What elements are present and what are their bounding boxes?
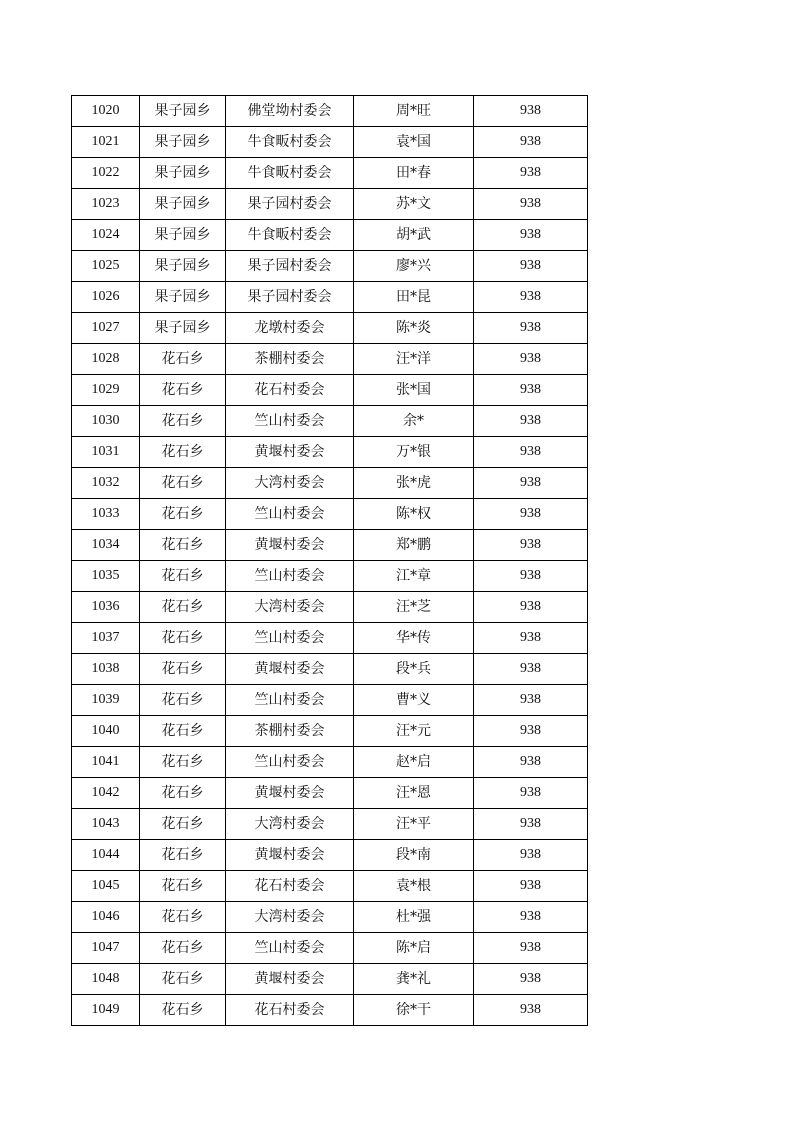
table-row [72, 406, 588, 437]
name-cell: 汪*元 [354, 716, 474, 747]
village-committee-cell: 大湾村委会 [226, 809, 354, 840]
table-row [72, 778, 588, 809]
village-committee-cell: 龙墩村委会 [226, 313, 354, 344]
table-row [72, 902, 588, 933]
name-cell: 汪*平 [354, 809, 474, 840]
amount-cell: 938 [474, 344, 588, 375]
amount-cell: 938 [474, 468, 588, 499]
township-cell: 花石乡 [140, 592, 226, 623]
township-cell: 花石乡 [140, 499, 226, 530]
amount-cell: 938 [474, 127, 588, 158]
table-row [72, 127, 588, 158]
row-number-cell: 1028 [72, 344, 140, 375]
township-cell: 花石乡 [140, 468, 226, 499]
village-committee-cell: 竺山村委会 [226, 685, 354, 716]
township-cell: 花石乡 [140, 623, 226, 654]
table-row [72, 251, 588, 282]
row-number-cell: 1032 [72, 468, 140, 499]
table-row [72, 840, 588, 871]
village-committee-cell: 黄堰村委会 [226, 778, 354, 809]
amount-cell: 938 [474, 778, 588, 809]
township-cell: 果子园乡 [140, 189, 226, 220]
row-number-cell: 1048 [72, 964, 140, 995]
name-cell: 龚*礼 [354, 964, 474, 995]
amount-cell: 938 [474, 96, 588, 127]
row-number-cell: 1037 [72, 623, 140, 654]
village-committee-cell: 大湾村委会 [226, 468, 354, 499]
name-cell: 陈*权 [354, 499, 474, 530]
township-cell: 花石乡 [140, 437, 226, 468]
table-row [72, 995, 588, 1026]
village-committee-cell: 果子园村委会 [226, 282, 354, 313]
name-cell: 廖*兴 [354, 251, 474, 282]
amount-cell: 938 [474, 592, 588, 623]
township-cell: 花石乡 [140, 530, 226, 561]
township-cell: 花石乡 [140, 685, 226, 716]
township-cell: 花石乡 [140, 344, 226, 375]
village-committee-cell: 黄堰村委会 [226, 654, 354, 685]
row-number-cell: 1033 [72, 499, 140, 530]
row-number-cell: 1027 [72, 313, 140, 344]
row-number-cell: 1039 [72, 685, 140, 716]
township-cell: 花石乡 [140, 840, 226, 871]
row-number-cell: 1046 [72, 902, 140, 933]
village-committee-cell: 牛食畈村委会 [226, 127, 354, 158]
township-cell: 花石乡 [140, 778, 226, 809]
amount-cell: 938 [474, 530, 588, 561]
row-number-cell: 1042 [72, 778, 140, 809]
row-number-cell: 1035 [72, 561, 140, 592]
name-cell: 华*传 [354, 623, 474, 654]
amount-cell: 938 [474, 437, 588, 468]
village-committee-cell: 黄堰村委会 [226, 437, 354, 468]
village-committee-cell: 竺山村委会 [226, 499, 354, 530]
township-cell: 花石乡 [140, 716, 226, 747]
table-row [72, 871, 588, 902]
row-number-cell: 1038 [72, 654, 140, 685]
township-cell: 花石乡 [140, 933, 226, 964]
row-number-cell: 1022 [72, 158, 140, 189]
amount-cell: 938 [474, 871, 588, 902]
table-row [72, 561, 588, 592]
amount-cell: 938 [474, 375, 588, 406]
township-cell: 花石乡 [140, 902, 226, 933]
row-number-cell: 1041 [72, 747, 140, 778]
row-number-cell: 1023 [72, 189, 140, 220]
township-cell: 果子园乡 [140, 127, 226, 158]
village-committee-cell: 花石村委会 [226, 995, 354, 1026]
name-cell: 陈*炎 [354, 313, 474, 344]
township-cell: 花石乡 [140, 871, 226, 902]
table-row [72, 592, 588, 623]
name-cell: 汪*恩 [354, 778, 474, 809]
row-number-cell: 1029 [72, 375, 140, 406]
village-committee-cell: 黄堰村委会 [226, 530, 354, 561]
village-committee-cell: 牛食畈村委会 [226, 158, 354, 189]
village-committee-cell: 茶棚村委会 [226, 716, 354, 747]
row-number-cell: 1030 [72, 406, 140, 437]
village-committee-cell: 茶棚村委会 [226, 344, 354, 375]
township-cell: 花石乡 [140, 995, 226, 1026]
table-row [72, 716, 588, 747]
village-committee-cell: 黄堰村委会 [226, 964, 354, 995]
township-cell: 果子园乡 [140, 282, 226, 313]
name-cell: 万*银 [354, 437, 474, 468]
table-row [72, 530, 588, 561]
amount-cell: 938 [474, 933, 588, 964]
township-cell: 花石乡 [140, 964, 226, 995]
name-cell: 江*章 [354, 561, 474, 592]
table-row [72, 654, 588, 685]
table-row [72, 809, 588, 840]
name-cell: 苏*文 [354, 189, 474, 220]
township-cell: 果子园乡 [140, 251, 226, 282]
township-cell: 花石乡 [140, 809, 226, 840]
row-number-cell: 1024 [72, 220, 140, 251]
township-cell: 果子园乡 [140, 158, 226, 189]
amount-cell: 938 [474, 902, 588, 933]
row-number-cell: 1049 [72, 995, 140, 1026]
township-cell: 果子园乡 [140, 313, 226, 344]
township-cell: 花石乡 [140, 561, 226, 592]
township-cell: 果子园乡 [140, 220, 226, 251]
village-committee-cell: 花石村委会 [226, 375, 354, 406]
name-cell: 周*旺 [354, 96, 474, 127]
name-cell: 田*春 [354, 158, 474, 189]
amount-cell: 938 [474, 313, 588, 344]
amount-cell: 938 [474, 623, 588, 654]
amount-cell: 938 [474, 840, 588, 871]
amount-cell: 938 [474, 406, 588, 437]
township-cell: 花石乡 [140, 747, 226, 778]
amount-cell: 938 [474, 654, 588, 685]
table-row [72, 623, 588, 654]
amount-cell: 938 [474, 964, 588, 995]
name-cell: 徐*干 [354, 995, 474, 1026]
village-committee-cell: 竺山村委会 [226, 933, 354, 964]
name-cell: 杜*强 [354, 902, 474, 933]
table-row [72, 685, 588, 716]
name-cell: 袁*国 [354, 127, 474, 158]
amount-cell: 938 [474, 747, 588, 778]
village-committee-cell: 竺山村委会 [226, 561, 354, 592]
table-row [72, 933, 588, 964]
village-committee-cell: 牛食畈村委会 [226, 220, 354, 251]
township-cell: 花石乡 [140, 654, 226, 685]
row-number-cell: 1031 [72, 437, 140, 468]
row-number-cell: 1034 [72, 530, 140, 561]
table-row [72, 158, 588, 189]
village-committee-cell: 黄堰村委会 [226, 840, 354, 871]
row-number-cell: 1026 [72, 282, 140, 313]
table-row [72, 220, 588, 251]
data-table [71, 95, 588, 1026]
table-row [72, 747, 588, 778]
name-cell: 段*兵 [354, 654, 474, 685]
name-cell: 段*南 [354, 840, 474, 871]
row-number-cell: 1044 [72, 840, 140, 871]
amount-cell: 938 [474, 995, 588, 1026]
name-cell: 曹*义 [354, 685, 474, 716]
table-row [72, 499, 588, 530]
village-committee-cell: 竺山村委会 [226, 747, 354, 778]
amount-cell: 938 [474, 561, 588, 592]
table-row [72, 313, 588, 344]
table-row [72, 344, 588, 375]
amount-cell: 938 [474, 282, 588, 313]
village-committee-cell: 花石村委会 [226, 871, 354, 902]
village-committee-cell: 佛堂坳村委会 [226, 96, 354, 127]
name-cell: 袁*根 [354, 871, 474, 902]
village-committee-cell: 果子园村委会 [226, 189, 354, 220]
table-row [72, 375, 588, 406]
name-cell: 汪*芝 [354, 592, 474, 623]
table-row [72, 437, 588, 468]
row-number-cell: 1045 [72, 871, 140, 902]
amount-cell: 938 [474, 716, 588, 747]
name-cell: 陈*启 [354, 933, 474, 964]
amount-cell: 938 [474, 158, 588, 189]
row-number-cell: 1025 [72, 251, 140, 282]
name-cell: 张*国 [354, 375, 474, 406]
village-committee-cell: 竺山村委会 [226, 623, 354, 654]
row-number-cell: 1040 [72, 716, 140, 747]
table-row [72, 282, 588, 313]
name-cell: 田*昆 [354, 282, 474, 313]
table-row [72, 964, 588, 995]
table-body [72, 96, 588, 1026]
township-cell: 花石乡 [140, 375, 226, 406]
village-committee-cell: 竺山村委会 [226, 406, 354, 437]
table-row [72, 189, 588, 220]
amount-cell: 938 [474, 809, 588, 840]
name-cell: 赵*启 [354, 747, 474, 778]
village-committee-cell: 大湾村委会 [226, 592, 354, 623]
amount-cell: 938 [474, 220, 588, 251]
table-row [72, 468, 588, 499]
name-cell: 汪*洋 [354, 344, 474, 375]
amount-cell: 938 [474, 499, 588, 530]
village-committee-cell: 大湾村委会 [226, 902, 354, 933]
amount-cell: 938 [474, 189, 588, 220]
amount-cell: 938 [474, 685, 588, 716]
table-row [72, 96, 588, 127]
row-number-cell: 1020 [72, 96, 140, 127]
row-number-cell: 1036 [72, 592, 140, 623]
name-cell: 余* [354, 406, 474, 437]
name-cell: 张*虎 [354, 468, 474, 499]
township-cell: 果子园乡 [140, 96, 226, 127]
township-cell: 花石乡 [140, 406, 226, 437]
name-cell: 郑*鹏 [354, 530, 474, 561]
name-cell: 胡*武 [354, 220, 474, 251]
row-number-cell: 1047 [72, 933, 140, 964]
row-number-cell: 1021 [72, 127, 140, 158]
row-number-cell: 1043 [72, 809, 140, 840]
village-committee-cell: 果子园村委会 [226, 251, 354, 282]
amount-cell: 938 [474, 251, 588, 282]
